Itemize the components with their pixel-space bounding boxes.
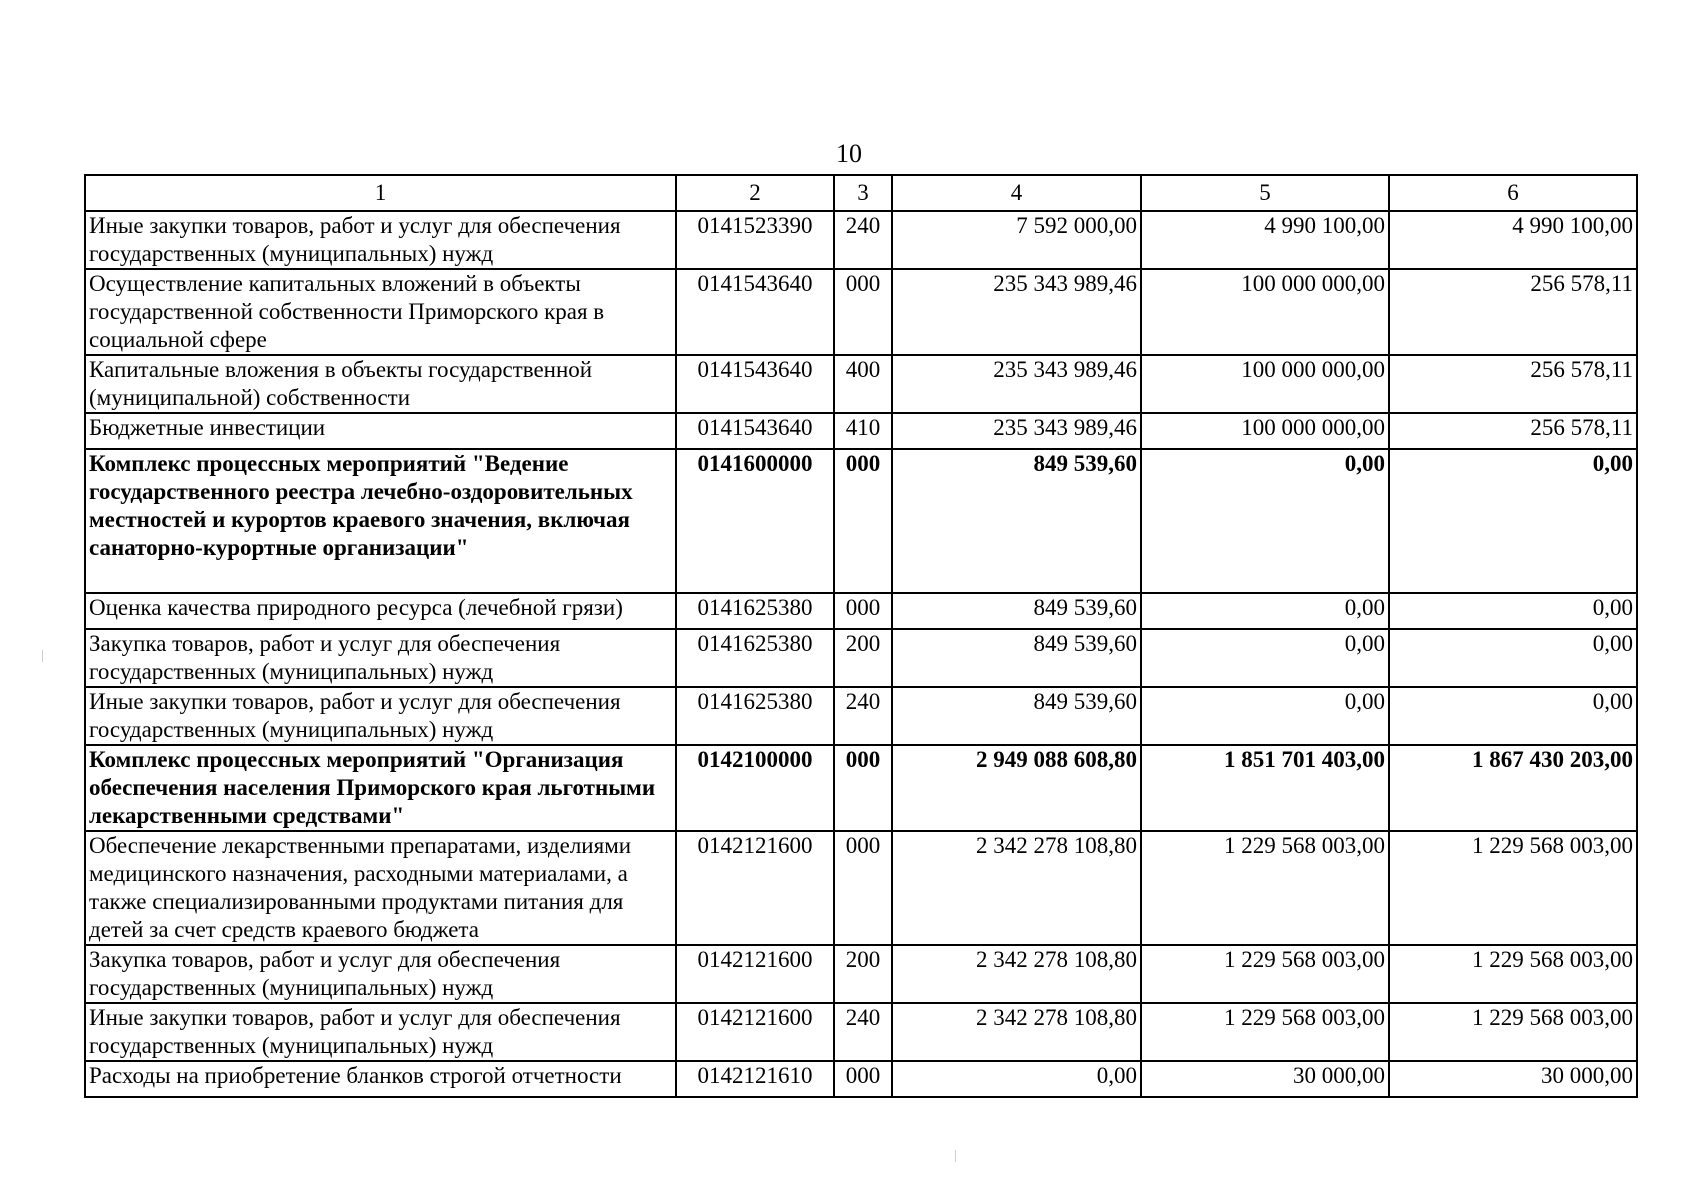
table-row	[85, 1003, 1637, 1061]
row-value-6: 1 229 568 003,00	[1389, 945, 1637, 1003]
row-type: 000	[834, 269, 892, 355]
row-type: 000	[834, 831, 892, 945]
row-code: 0141625380	[676, 593, 834, 629]
row-value-5: 100 000 000,00	[1141, 413, 1389, 449]
row-value-5: 1 229 568 003,00	[1141, 1003, 1389, 1061]
row-value-4: 849 539,60	[892, 593, 1141, 629]
row-code: 0141600000	[676, 449, 834, 593]
row-value-5: 100 000 000,00	[1141, 269, 1389, 355]
row-name: Осуществление капитальных вложений в объекты государственной собственности Приморского края в социальной сфере	[85, 269, 676, 355]
table-row-section	[85, 449, 1637, 593]
row-type: 400	[834, 355, 892, 413]
row-value-6: 1 867 430 203,00	[1389, 745, 1637, 831]
row-name: Комплекс процессных мероприятий "Организация обеспечения населения Приморского края льготными лекарственными средствами"	[85, 745, 676, 831]
table-row	[85, 355, 1637, 413]
row-code: 0141543640	[676, 413, 834, 449]
row-value-6: 0,00	[1389, 593, 1637, 629]
row-value-6: 0,00	[1389, 449, 1637, 593]
row-value-4: 0,00	[892, 1061, 1141, 1097]
row-type: 000	[834, 1061, 892, 1097]
row-value-4: 235 343 989,46	[892, 269, 1141, 355]
row-name: Закупка товаров, работ и услуг для обеспечения государственных (муниципальных) нужд	[85, 945, 676, 1003]
row-name: Оценка качества природного ресурса (лечебной грязи)	[85, 593, 676, 629]
row-value-6: 0,00	[1389, 629, 1637, 687]
row-type: 000	[834, 449, 892, 593]
row-type: 240	[834, 1003, 892, 1061]
row-type: 410	[834, 413, 892, 449]
row-name: Капитальные вложения в объекты государственной (муниципальной) собственности	[85, 355, 676, 413]
table-row	[85, 629, 1637, 687]
table-row	[85, 945, 1637, 1003]
row-code: 0141523390	[676, 211, 834, 269]
row-code: 0142121600	[676, 831, 834, 945]
row-type: 200	[834, 945, 892, 1003]
row-value-5: 0,00	[1141, 687, 1389, 745]
table-row	[85, 413, 1637, 449]
row-value-4: 849 539,60	[892, 687, 1141, 745]
row-type: 240	[834, 211, 892, 269]
scan-mark	[955, 1150, 956, 1162]
row-type: 000	[834, 593, 892, 629]
row-value-5: 1 851 701 403,00	[1141, 745, 1389, 831]
column-header-5: 5	[1141, 175, 1389, 211]
table-row	[85, 831, 1637, 945]
row-name: Расходы на приобретение бланков строгой отчетности	[85, 1061, 676, 1097]
row-value-4: 235 343 989,46	[892, 355, 1141, 413]
row-name: Иные закупки товаров, работ и услуг для обеспечения государственных (муниципальных) нужд	[85, 687, 676, 745]
row-code: 0141625380	[676, 629, 834, 687]
row-value-4: 7 592 000,00	[892, 211, 1141, 269]
row-value-4: 849 539,60	[892, 629, 1141, 687]
column-header-3: 3	[834, 175, 892, 211]
row-value-4: 2 342 278 108,80	[892, 831, 1141, 945]
column-number-row	[85, 175, 1637, 211]
row-code: 0141625380	[676, 687, 834, 745]
row-code: 0142121600	[676, 945, 834, 1003]
row-value-6: 256 578,11	[1389, 413, 1637, 449]
scan-mark	[42, 650, 43, 662]
row-value-4: 2 342 278 108,80	[892, 945, 1141, 1003]
table-row-section	[85, 745, 1637, 831]
table-row	[85, 687, 1637, 745]
row-name: Бюджетные инвестиции	[85, 413, 676, 449]
row-code: 0141543640	[676, 355, 834, 413]
row-value-5: 100 000 000,00	[1141, 355, 1389, 413]
row-value-4: 235 343 989,46	[892, 413, 1141, 449]
column-header-6: 6	[1389, 175, 1637, 211]
row-value-6: 0,00	[1389, 687, 1637, 745]
row-value-5: 1 229 568 003,00	[1141, 831, 1389, 945]
row-code: 0141543640	[676, 269, 834, 355]
table-row	[85, 1061, 1637, 1097]
row-name: Иные закупки товаров, работ и услуг для обеспечения государственных (муниципальных) нужд	[85, 1003, 676, 1061]
row-value-6: 256 578,11	[1389, 269, 1637, 355]
row-value-5: 0,00	[1141, 593, 1389, 629]
table-row	[85, 593, 1637, 629]
row-value-4: 2 342 278 108,80	[892, 1003, 1141, 1061]
row-type: 000	[834, 745, 892, 831]
budget-table	[84, 174, 1638, 1098]
row-value-6: 256 578,11	[1389, 355, 1637, 413]
row-value-6: 30 000,00	[1389, 1061, 1637, 1097]
row-value-5: 4 990 100,00	[1141, 211, 1389, 269]
table-row	[85, 211, 1637, 269]
row-value-6: 1 229 568 003,00	[1389, 1003, 1637, 1061]
column-header-2: 2	[676, 175, 834, 211]
row-value-6: 1 229 568 003,00	[1389, 831, 1637, 945]
page-number: 10	[836, 139, 862, 168]
row-value-4: 849 539,60	[892, 449, 1141, 593]
column-header-1: 1	[85, 175, 676, 211]
row-name: Обеспечение лекарственными препаратами, изделиями медицинского назначения, расходными материалами, а также специализированными продуктами питания для детей за счет средств краевого бюджета	[85, 831, 676, 945]
row-code: 0142100000	[676, 745, 834, 831]
row-value-5: 1 229 568 003,00	[1141, 945, 1389, 1003]
row-value-6: 4 990 100,00	[1389, 211, 1637, 269]
row-name: Иные закупки товаров, работ и услуг для обеспечения государственных (муниципальных) нужд	[85, 211, 676, 269]
table-row	[85, 269, 1637, 355]
row-name: Закупка товаров, работ и услуг для обеспечения государственных (муниципальных) нужд	[85, 629, 676, 687]
column-header-4: 4	[892, 175, 1141, 211]
row-code: 0142121610	[676, 1061, 834, 1097]
row-value-4: 2 949 088 608,80	[892, 745, 1141, 831]
row-type: 240	[834, 687, 892, 745]
row-code: 0142121600	[676, 1003, 834, 1061]
row-name: Комплекс процессных мероприятий "Ведение государственного реестра лечебно-оздоровительных местностей и курортов краевого значения, включая санаторно-курортные организации"	[85, 449, 676, 593]
row-value-5: 0,00	[1141, 629, 1389, 687]
row-type: 200	[834, 629, 892, 687]
row-value-5: 0,00	[1141, 449, 1389, 593]
row-value-5: 30 000,00	[1141, 1061, 1389, 1097]
